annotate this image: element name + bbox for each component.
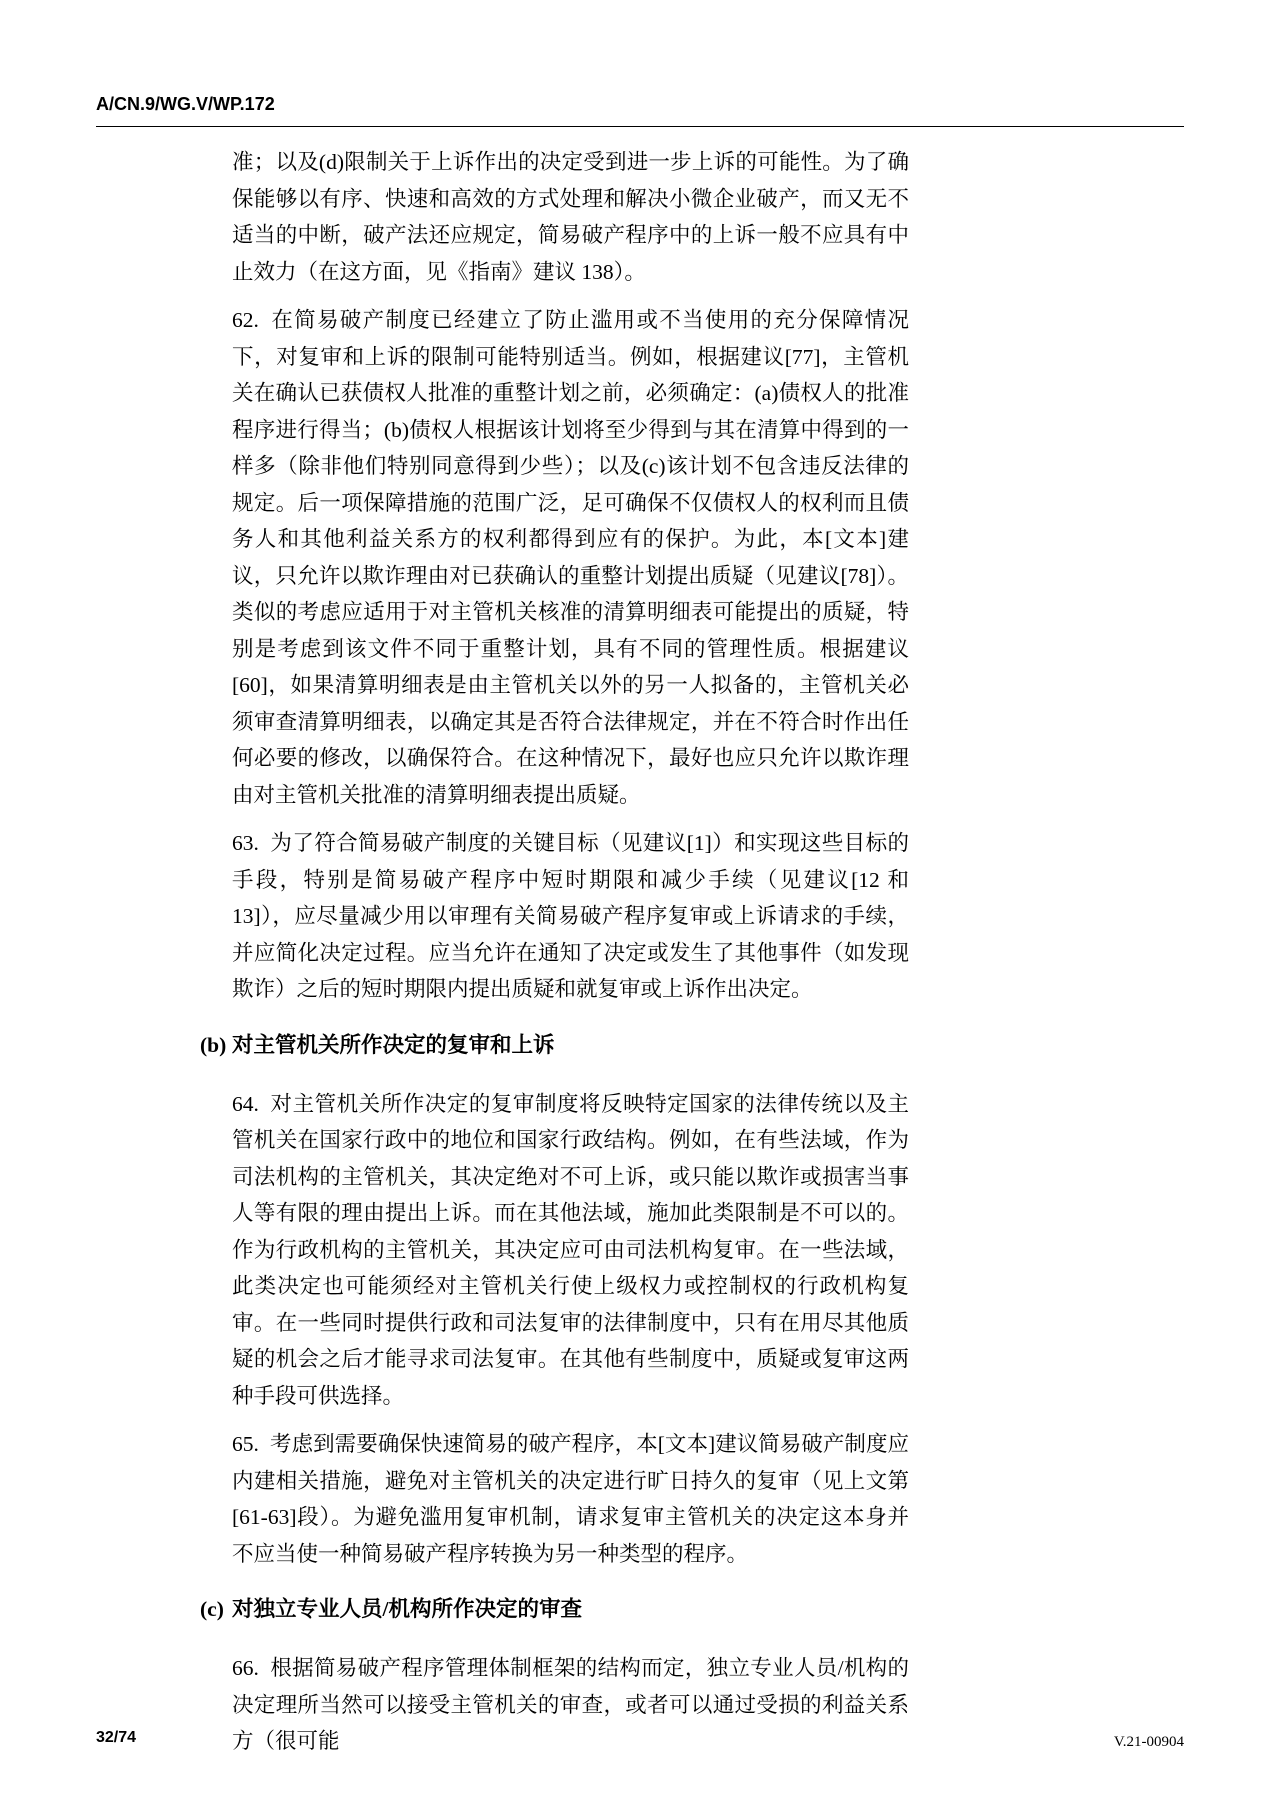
paragraph-number: 62. (232, 308, 259, 332)
section-title: 对主管机关所作决定的复审和上诉 (232, 1032, 555, 1057)
paragraph-text: 为了符合简易破产制度的关键目标（见建议[1]）和实现这些目标的手段，特别是简易破产程序中短时期限和减少手续（见建议[12 和 13]），应尽量减少用以审理有关简易破产程序复审或上诉请求的手续，并应简化决定过程。应当允许在通知了决定或发生了其他事件（如发现欺诈）之后的短时期限内提出质疑和就复审或上诉作出决定。 (232, 831, 909, 1001)
paragraph-number: 64. (232, 1091, 259, 1116)
section-label: (c) (200, 1597, 224, 1621)
paragraph-65 (232, 1426, 909, 1572)
paragraph-62 (232, 302, 909, 813)
page-number: 32/74 (96, 1729, 137, 1746)
header-rule (96, 126, 1184, 127)
document-reference-number: V.21-00904 (1113, 1734, 1184, 1750)
paragraph-number: 63. (232, 831, 259, 855)
section-title: 对独立专业人员/机构所作决定的审查 (232, 1597, 582, 1621)
paragraph-text: 在简易破产制度已经建立了防止滥用或不当使用的充分保障情况下，对复审和上诉的限制可能特别适当。例如，根据建议[77]，主管机关在确认已获债权人批准的重整计划之前，必须确定：(a)债权人的批准程序进行得当；(b)债权人根据该计划将至少得到与其在清算中得到的一样多（除非他们特别同意得到少些）；以及(c)该计划不包含违反法律的规定。后一项保障措施的范围广泛，足可确保不仅债权人的权利而且债务人和其他利益关系方的权利都得到应有的保护。为此，本[文本]建议，只允许以欺诈理由对已获确认的重整计划提出质疑（见建议[78]）。类似的考虑应适用于对主管机关核准的清算明细表可能提出的质疑，特别是考虑到该文件不同于重整计划，具有不同的管理性质。根据建议[60]，如果清算明细表是由主管机关以外的另一人拟备的，主管机关必须审查清算明细表，以确定其是否符合法律规定，并在不符合时作出任何必要的修改，以确保符合。在这种情况下，最好也应只允许以欺诈理由对主管机关批准的清算明细表提出质疑。 (232, 308, 909, 807)
paragraph-66 (232, 1650, 909, 1760)
paragraph-63 (232, 825, 909, 1008)
paragraph-text: 根据简易破产程序管理体制框架的结构而定，独立专业人员/机构的决定理所当然可以接受主管机关的审查，或者可以通过受损的利益关系方（很可能 (232, 1656, 909, 1753)
section-heading-c (200, 1594, 909, 1624)
document-body (200, 144, 909, 1772)
paragraph-text: 考虑到需要确保快速简易的破产程序，本[文本]建议简易破产制度应内建相关措施，避免对主管机关的决定进行旷日持久的复审（见上文第[61-63]段）。为避免滥用复审机制，请求复审主管机关的决定这本身并不应当使一种简易破产程序转换为另一种类型的程序。 (232, 1432, 909, 1566)
paragraph-continuation (232, 144, 909, 290)
paragraph-number: 65. (232, 1432, 259, 1456)
section-label: (b) (200, 1032, 227, 1057)
document-symbol: A/CN.9/WG.V/WP.172 (96, 94, 275, 114)
paragraph-text: 准；以及(d)限制关于上诉作出的决定受到进一步上诉的可能性。为了确保能够以有序、快速和高效的方式处理和解决小微企业破产，而又无不适当的中断，破产法还应规定，简易破产程序中的上诉一般不应具有中止效力（在这方面，见《指南》建议 138）。 (232, 150, 909, 284)
paragraph-text: 对主管机关所作决定的复审制度将反映特定国家的法律传统以及主管机关在国家行政中的地位和国家行政结构。例如，在有些法域，作为司法机构的主管机关，其决定绝对不可上诉，或只能以欺诈或损害当事人等有限的理由提出上诉。而在其他法域，施加此类限制是不可以的。作为行政机构的主管机关，其决定应可由司法机构复审。在一些法域，此类决定也可能须经对主管机关行使上级权力或控制权的行政机构复审。在一些同时提供行政和司法复审的法律制度中，只有在用尽其他质疑的机会之后才能寻求司法复审。在其他有些制度中，质疑或复审这两种手段可供选择。 (232, 1091, 909, 1408)
paragraph-number: 66. (232, 1656, 259, 1680)
section-heading-b (200, 1030, 909, 1060)
paragraph-64 (232, 1086, 909, 1415)
